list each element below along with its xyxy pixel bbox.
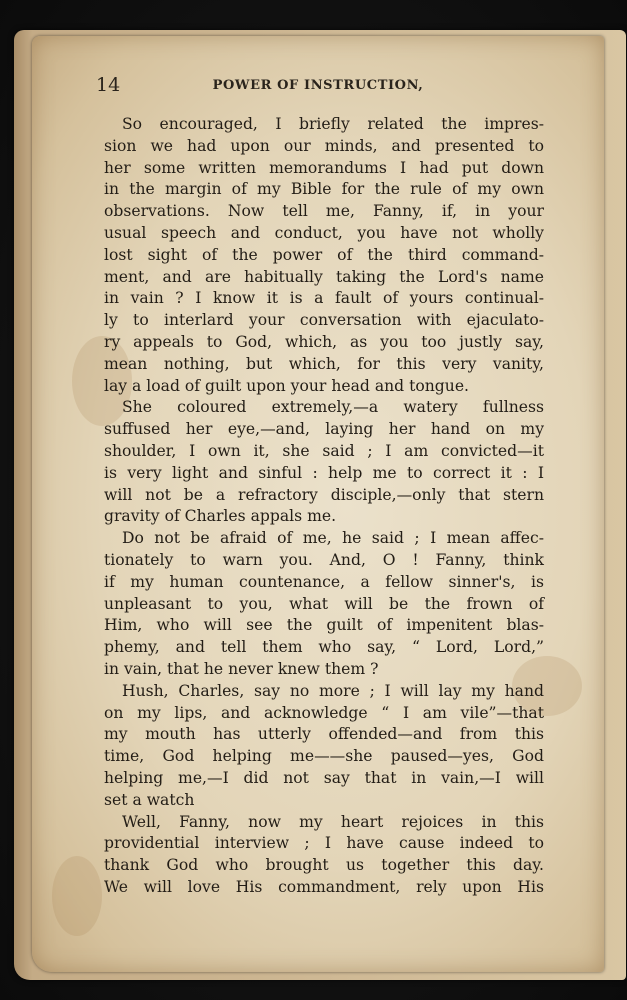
text-line: lost sight of the power of the third command- — [104, 245, 544, 264]
text-line: Well, Fanny, now my heart rejoices in this — [122, 812, 544, 831]
text-line: tionately to warn you. And, O ! Fanny, think — [104, 550, 544, 569]
text-line: lay a load of guilt upon your head and tongue. — [104, 376, 470, 395]
text-line: sion we had upon our minds, and presented to — [104, 136, 544, 155]
text-line: on my lips, and acknowledge “ I am vile”—that — [104, 703, 544, 722]
text-line: time, God helping me——she paused—yes, God — [104, 747, 544, 766]
page-number: 14 — [96, 74, 121, 96]
text-line: shoulder, I own it, she said ; I am convicted—it — [104, 441, 544, 460]
body-text — [104, 114, 544, 899]
text-line: set a watch — [104, 790, 195, 809]
foxing-stain — [52, 856, 102, 936]
text-line: phemy, and tell them who say, “ Lord, Lord,” — [104, 638, 544, 657]
text-line: ly to interlard your conversation with ejaculato- — [104, 311, 544, 330]
text-line: thank God who brought us together this day. — [104, 856, 544, 875]
text-line: will not be a refractory disciple,—only that stern — [104, 485, 544, 504]
text-line: usual speech and conduct, you have not wholly — [104, 223, 544, 242]
text-line: mean nothing, but which, for this very vanity, — [104, 354, 544, 373]
text-line: in vain, that he never knew them ? — [104, 659, 379, 678]
text-line: So encouraged, I briefly related the impres- — [122, 115, 544, 133]
text-line: Him, who will see the guilt of impenitent blas- — [104, 616, 544, 635]
text-line: in the margin of my Bible for the rule of my own — [104, 180, 544, 199]
text-line: Do not be afraid of me, he said ; I mean affec- — [122, 529, 544, 548]
text-line: ment, and are habitually taking the Lord's name — [104, 267, 544, 286]
text-line: suffused her eye,—and, laying her hand on my — [104, 420, 544, 439]
text-line: my mouth has utterly offended—and from this — [104, 725, 544, 744]
text-line: We will love His commandment, rely upon His — [104, 877, 544, 896]
text-line: observations. Now tell me, Fanny, if, in your — [104, 202, 544, 221]
text-line: her some written memorandums I had put down — [104, 158, 544, 177]
text-line: unpleasant to you, what will be the frown of — [104, 594, 544, 613]
text-line: ry appeals to God, which, as you too justly say, — [104, 332, 544, 351]
text-line: helping me,—I did not say that in vain,—I will — [104, 768, 544, 787]
text-line: if my human countenance, a fellow sinner's, is — [104, 572, 544, 591]
book-page — [32, 36, 604, 972]
text-line: in vain ? I know it is a fault of yours continual- — [104, 289, 544, 308]
running-head: POWER OF INSTRUCTION, — [212, 78, 424, 93]
text-line: gravity of Charles appals me. — [104, 507, 337, 526]
text-line: Hush, Charles, say no more ; I will lay my hand — [122, 681, 544, 700]
text-line: is very light and sinful : help me to correct it : I — [104, 463, 544, 482]
text-line: providential interview ; I have cause indeed to — [104, 834, 544, 853]
text-line: She coloured extremely,—a watery fullness — [122, 398, 544, 417]
